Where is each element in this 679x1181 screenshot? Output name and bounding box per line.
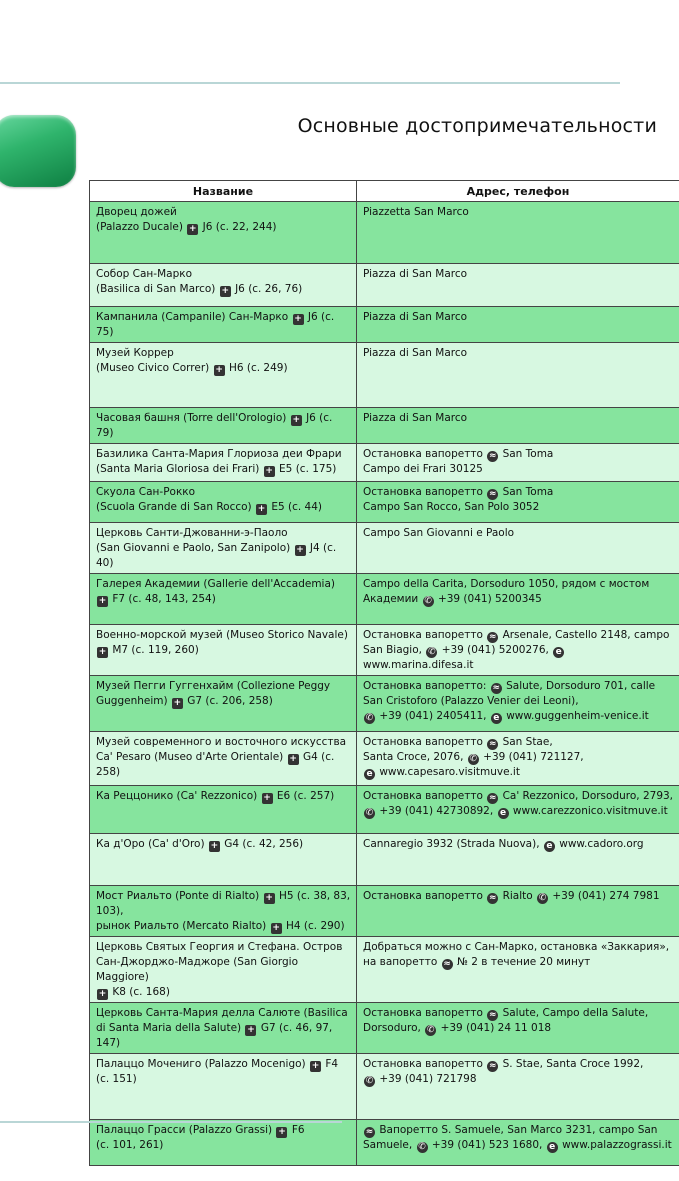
cell-text: на вапоретто (363, 956, 438, 968)
sight-address-cell (357, 1120, 679, 1166)
map-grid-icon: + (98, 647, 107, 657)
web-icon: e (547, 1142, 558, 1153)
table-row (90, 264, 679, 307)
cell-text: +39 (041) 42730892, (379, 805, 494, 817)
cell-text: Piazza di San Marco (363, 311, 468, 323)
cell-text: Rialto (502, 890, 533, 902)
table-row (90, 444, 679, 482)
cell-text: +39 (041) 523 1680, (431, 1139, 543, 1151)
cell-text: +39 (041) 721798 (379, 1073, 477, 1085)
cell-text: +39 (041) 721127, (483, 751, 584, 763)
vaporetto-icon: ≈ (488, 1010, 497, 1020)
sight-address-cell (357, 482, 679, 523)
table-row (90, 408, 679, 444)
sight-name-cell (90, 307, 357, 343)
table-row (90, 786, 679, 834)
cell-text: G4 (с. 258) (96, 751, 335, 778)
cell-text: Палаццо Грасси (Palazzo Grassi) (96, 1124, 273, 1136)
cell-text: Остановка вапоретто (363, 790, 483, 802)
cell-text: Остановка вапоретто: (363, 680, 487, 692)
cell-text: Piazzetta San Marco (363, 206, 469, 218)
map-grid-icon: + (289, 754, 297, 764)
phone-icon: ✆ (365, 713, 374, 723)
cell-text: J6 (с. 26, 76) (235, 283, 303, 295)
cell-text: (Santa Maria Gloriosa dei Frari) (96, 463, 260, 475)
cell-text: Дворец дожей (96, 206, 177, 218)
vaporetto-icon: ≈ (488, 739, 497, 749)
sight-name-cell (90, 886, 357, 937)
table-row (90, 834, 679, 886)
map-grid-icon: + (98, 989, 107, 999)
section-tab-badge (0, 115, 76, 187)
web-icon: e (491, 713, 502, 724)
cell-text: Добраться можно с Сан-Марко, остановка «Заккария», (363, 941, 670, 953)
table-row (90, 937, 679, 1003)
sight-address-cell (357, 523, 679, 574)
cell-text: Arsenale, Castello 2148, campo San Biagio, (363, 629, 670, 656)
cell-text: Ка Реццонико (Ca' Rezzonico) (96, 790, 258, 802)
cell-text: Кампанила (Campanile) Сан-Марко (96, 311, 289, 323)
cell-text: www.guggenheim-venice.it (506, 710, 649, 722)
cell-text: www.marina.difesa.it (363, 659, 474, 671)
cell-text: (Palazzo Ducale) (96, 221, 183, 233)
sight-address-cell (357, 676, 679, 732)
phone-icon: ✆ (426, 1025, 435, 1035)
map-grid-icon: + (296, 545, 304, 555)
phone-icon: ✆ (469, 754, 478, 764)
cell-text: +39 (041) 2405411, (379, 710, 487, 722)
sight-name-cell (90, 343, 357, 408)
top-rule (0, 82, 620, 84)
cell-text: Campo San Giovanni e Paolo (363, 527, 515, 539)
table-row (90, 676, 679, 732)
cell-text: Часовая башня (Torre dell'Orologio) (96, 412, 287, 424)
cell-text: G4 (с. 42, 256) (224, 838, 304, 850)
cell-text: рынок Риальто (Mercato Rialto) (96, 920, 267, 932)
cell-text: Ка д'Оро (Ca' d'Oro) (96, 838, 205, 850)
cell-text: +39 (041) 274 7981 (552, 890, 660, 902)
phone-icon: ✆ (418, 1142, 426, 1152)
cell-text: H4 (с. 290) (285, 920, 345, 932)
web-icon: e (544, 841, 555, 852)
cell-text: +39 (041) 5200345 (437, 593, 542, 605)
sight-address-cell (357, 937, 679, 1003)
sight-address-cell (357, 343, 679, 408)
cell-text: Campo San Rocco, San Polo 3052 (363, 501, 540, 513)
sight-address-cell (357, 786, 679, 834)
cell-text: Остановка вапоретто (363, 629, 483, 641)
map-grid-icon: + (221, 286, 229, 296)
cell-text: +39 (041) 5200276, (441, 644, 549, 656)
cell-text: www.capesaro.visitmuve.it (379, 766, 520, 778)
cell-text: F4 (325, 1058, 339, 1070)
cell-text: Остановка вапоретто (363, 1058, 483, 1070)
cell-text: J4 (с. 40) (96, 542, 337, 569)
cell-text: +39 (041) 24 11 018 (440, 1022, 552, 1034)
column-header-address: Адрес, телефон (357, 181, 679, 202)
sight-name-cell (90, 202, 357, 264)
table-body (90, 202, 679, 1166)
cell-text: Вапоретто S. Samuele, San Marco 3231, campo San Samuele, (363, 1124, 658, 1151)
table-row (90, 886, 679, 937)
vaporetto-icon: ≈ (492, 683, 501, 693)
cell-text: Piazza di San Marco (363, 347, 468, 359)
cell-text: www.cadoro.org (559, 838, 644, 850)
map-grid-icon: + (247, 1025, 255, 1035)
cell-text: S. Stae, Santa Croce 1992, (502, 1058, 644, 1070)
cell-text: Campo dei Frari 30125 (363, 463, 483, 475)
bottom-rule (0, 1121, 342, 1123)
cell-text: www.palazzograssi.it (562, 1139, 672, 1151)
sight-name-cell (90, 676, 357, 732)
cell-text: J6 (с. 75) (96, 311, 335, 338)
sight-name-cell (90, 937, 357, 1003)
phone-icon: ✆ (538, 893, 547, 903)
table-row (90, 574, 679, 625)
cell-text: Campo della Carita, Dorsoduro 1050, рядом с мостом Академии (363, 578, 650, 605)
table-row (90, 343, 679, 408)
cell-text: F7 (с. 48, 143, 254) (112, 593, 216, 605)
sight-name-cell (90, 1120, 357, 1166)
cell-text: J6 (с. 22, 244) (202, 221, 277, 233)
sight-address-cell (357, 202, 679, 264)
map-grid-icon: + (257, 504, 266, 514)
cell-text: Церковь Святых Георгия и Стефана. Остров Сан-Джорджо-Маджоре (San Giorgio Maggiore) (96, 941, 343, 983)
sight-address-cell (357, 307, 679, 343)
table-header-row (90, 181, 679, 202)
cell-text: Церковь Санти-Джованни-э-Паоло (96, 527, 288, 539)
cell-text: Музей Коррер (96, 347, 174, 359)
cell-text: (Museo Civico Correr) (96, 362, 210, 374)
cell-text: H6 (с. 249) (228, 362, 288, 374)
cell-text: Скуола Сан-Рокко (96, 486, 196, 498)
cell-text: San Toma (502, 448, 554, 460)
cell-text: Cannaregio 3932 (Strada Nuova), (363, 838, 540, 850)
cell-text: Piazza di San Marco (363, 268, 468, 280)
table-row (90, 523, 679, 574)
map-grid-icon: + (173, 698, 182, 708)
sights-table (89, 180, 679, 1166)
table-row (90, 1120, 679, 1166)
map-grid-icon: + (311, 1061, 320, 1071)
cell-text: (San Giovanni e Paolo, San Zanipolo) (96, 542, 291, 554)
cell-text: Мост Риальто (Ponte di Rialto) (96, 890, 260, 902)
cell-text: H5 (с. 38, 83, 103), (96, 890, 351, 917)
cell-text: № 2 в течение 20 минут (457, 956, 591, 968)
vaporetto-icon: ≈ (443, 959, 451, 969)
cell-text: Палаццо Мочениго (Palazzo Mocenigo) (96, 1058, 306, 1070)
sight-address-cell (357, 1003, 679, 1054)
map-grid-icon: + (278, 1127, 286, 1137)
cell-text: Salute, Campo della Salute, (502, 1007, 649, 1019)
table-row (90, 1054, 679, 1120)
web-icon: e (553, 647, 564, 658)
page-title: Основные достопримечательности (297, 115, 657, 137)
sight-address-cell (357, 574, 679, 625)
phone-icon: ✆ (365, 1076, 374, 1086)
map-grid-icon: + (265, 893, 273, 903)
map-grid-icon: + (215, 365, 223, 375)
map-grid-icon: + (189, 224, 197, 234)
cell-text: G7 (с. 206, 258) (187, 695, 273, 707)
cell-text: Базилика Санта-Мария Глориоза деи Фрари (96, 448, 342, 460)
cell-text: San Toma (502, 486, 554, 498)
sight-name-cell (90, 523, 357, 574)
sight-name-cell (90, 834, 357, 886)
cell-text: Остановка вапоретто (363, 448, 483, 460)
cell-text: Военно-морской музей (Museo Storico Navale) (96, 629, 348, 641)
cell-text: Salute, Dorsoduro 701, calle San Cristoforo (Palazzo Venier dei Leoni), (363, 680, 656, 707)
cell-text: Santa Croce, 2076, (363, 751, 464, 763)
sight-name-cell (90, 444, 357, 482)
cell-text: Остановка вапоретто (363, 890, 483, 902)
vaporetto-icon: ≈ (488, 1061, 497, 1071)
sight-address-cell (357, 1054, 679, 1120)
cell-text: (с. 101, 261) (96, 1139, 164, 1151)
cell-text: M7 (с. 119, 260) (112, 644, 199, 656)
table-row (90, 1003, 679, 1054)
cell-text: (с. 151) (96, 1073, 137, 1085)
sight-name-cell (90, 732, 357, 786)
cell-text: Piazza di San Marco (363, 412, 468, 424)
table-row (90, 482, 679, 523)
sight-address-cell (357, 408, 679, 444)
phone-icon: ✆ (428, 647, 436, 657)
cell-text: F6 (291, 1124, 305, 1136)
sight-name-cell (90, 1054, 357, 1120)
cell-text: Церковь Санта-Мария делла Салюте (Basilica di Santa Maria della Salute) (96, 1007, 348, 1034)
cell-text: Dorsoduro, (363, 1022, 421, 1034)
cell-text: (Basilica di San Marco) (96, 283, 216, 295)
map-grid-icon: + (272, 923, 280, 933)
cell-text: Галерея Академии (Gallerie dell'Accademia) (96, 578, 335, 590)
vaporetto-icon: ≈ (488, 893, 497, 903)
map-grid-icon: + (98, 596, 107, 606)
map-grid-icon: + (294, 314, 302, 324)
sight-name-cell (90, 786, 357, 834)
cell-text: E5 (с. 175) (279, 463, 337, 475)
cell-text: Остановка вапоретто (363, 486, 483, 498)
sight-name-cell (90, 482, 357, 523)
cell-text: Собор Сан-Марко (96, 268, 193, 280)
sight-name-cell (90, 264, 357, 307)
phone-icon: ✆ (365, 808, 374, 818)
cell-text: E6 (с. 257) (276, 790, 335, 802)
sight-address-cell (357, 732, 679, 786)
vaporetto-icon: ≈ (488, 793, 497, 803)
sight-name-cell (90, 574, 357, 625)
sight-name-cell (90, 625, 357, 676)
map-grid-icon: + (210, 841, 219, 851)
web-icon: e (498, 808, 509, 819)
phone-icon: ✆ (424, 596, 432, 606)
cell-text: www.carezzonico.visitmuve.it (512, 805, 668, 817)
cell-text: Ca' Rezzonico, Dorsoduro, 2793, (502, 790, 674, 802)
vaporetto-icon: ≈ (488, 451, 497, 461)
cell-text: J6 (с. 79) (96, 412, 333, 439)
column-header-name: Название (90, 181, 357, 202)
cell-text: Музей современного и восточного искусства Ca' Pesaro (Museo d'Arte Orientale) (96, 736, 347, 763)
sight-address-cell (357, 834, 679, 886)
map-grid-icon: + (265, 466, 273, 476)
cell-text: E5 (с. 44) (271, 501, 322, 513)
sight-address-cell (357, 886, 679, 937)
vaporetto-icon: ≈ (488, 632, 497, 642)
cell-text: Музей Пегги Гуггенхайм (Collezione Peggy Guggenheim) (96, 680, 331, 707)
cell-text: Остановка вапоретто (363, 736, 483, 748)
cell-text: San Stae, (502, 736, 553, 748)
table-row (90, 625, 679, 676)
cell-text: Остановка вапоретто (363, 1007, 483, 1019)
map-grid-icon: + (263, 793, 271, 803)
vaporetto-icon: ≈ (488, 489, 497, 499)
table-row (90, 732, 679, 786)
sight-name-cell (90, 1003, 357, 1054)
cell-text: (Scuola Grande di San Rocco) (96, 501, 252, 513)
sight-address-cell (357, 264, 679, 307)
sight-name-cell (90, 408, 357, 444)
sight-address-cell (357, 625, 679, 676)
sight-address-cell (357, 444, 679, 482)
map-grid-icon: + (292, 415, 300, 425)
vaporetto-icon: ≈ (365, 1127, 374, 1137)
cell-text: G7 (с. 46, 97, 147) (96, 1022, 333, 1049)
cell-text: K8 (с. 168) (112, 986, 170, 998)
table-row (90, 307, 679, 343)
web-icon: e (364, 769, 375, 780)
table-row (90, 202, 679, 264)
